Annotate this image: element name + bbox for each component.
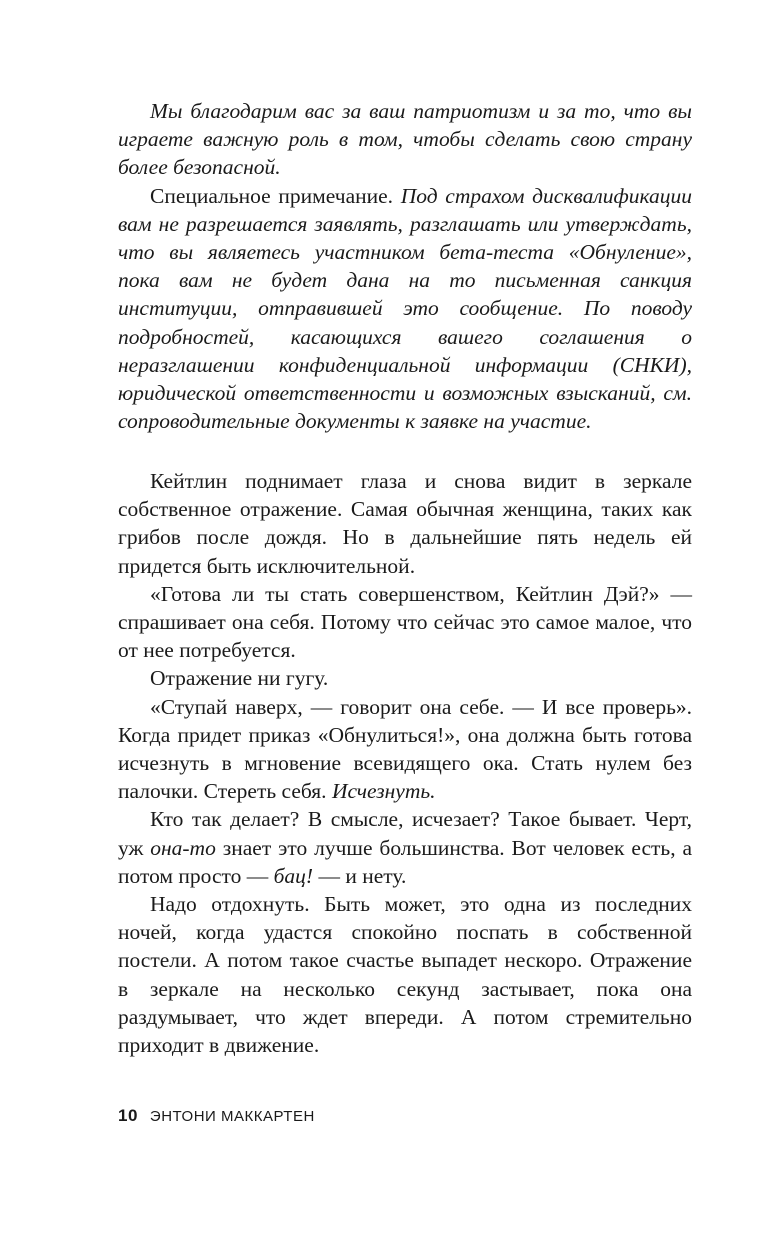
narrative-paragraph xyxy=(118,805,692,890)
page-number: 10 xyxy=(118,1106,138,1125)
narrative-text-span: «Ступай наверх, — говорит она себе. — И все проверь». Когда придет приказ «Обнулиться!», она должна быть готова исчезнуть в мгновение всевидящего ока. Стать нулем без палочки. Стереть себя. xyxy=(118,694,692,804)
narrative-text xyxy=(118,467,692,1059)
page-footer xyxy=(118,1106,315,1126)
letter-excerpt xyxy=(118,97,692,435)
running-author: ЭНТОНИ МАККАРТЕН xyxy=(149,1108,315,1125)
narrative-paragraph: Надо отдохнуть. Быть может, это одна из последних ночей, когда удастся спокойно поспать в собственной постели. А потом такое счастье выпадет нескоро. Отражение в зеркале на несколько секунд застывает, пока она раздумывает, что ждет впереди. А потом стремительно приходит в движение. xyxy=(118,892,692,1058)
special-note-body: Под страхом дисквалификации вам не разрешается заявлять, разглашать или утверждать, что вы являетесь участником бета-теста «Обнуление», пока вам не будет дана на то письменная санкция институции, отправившей это сообщение. По поводу подробностей, касающихся вашего соглашения о неразглашении конфиденциальной информации (СНКИ), юридической ответственности и возможных взысканий, см. сопроводительные документы к заявке на участие. xyxy=(118,183,692,434)
special-note-paragraph xyxy=(118,182,692,436)
narrative-italic-span: Исчезнуть. xyxy=(331,779,436,804)
narrative-text-span: — и нету. xyxy=(318,863,407,888)
narrative-italic-span: бац! xyxy=(273,863,314,888)
narrative-text-span: Кто так делает? В смысле, исчезает? Такое бывает. Черт, уж xyxy=(118,807,692,860)
narrative-text-span: знает это лучше большинства. Вот человек есть, а потом просто — xyxy=(118,835,693,888)
narrative-italic-span: она-то xyxy=(150,835,216,860)
narrative-paragraph xyxy=(118,693,692,806)
narrative-paragraph: Отражение ни гугу. xyxy=(150,666,329,691)
narrative-paragraph: Кейтлин поднимает глаза и снова видит в зеркале собственное отражение. Самая обычная женщина, таких как грибов после дождя. Но в дальнейшие пять недель ей придется быть исключительной. xyxy=(118,469,692,578)
letter-paragraph: Мы благодарим вас за ваш патриотизм и за то, что вы играете важную роль в том, чтобы сделать свою страну более безопасной. xyxy=(118,99,692,180)
special-note-lead: Специальное примечание. xyxy=(150,183,394,208)
narrative-paragraph: «Готова ли ты стать совершенством, Кейтлин Дэй?» — спрашивает она себя. Потому что сейчас это самое малое, что от нее потребуется. xyxy=(118,581,692,663)
